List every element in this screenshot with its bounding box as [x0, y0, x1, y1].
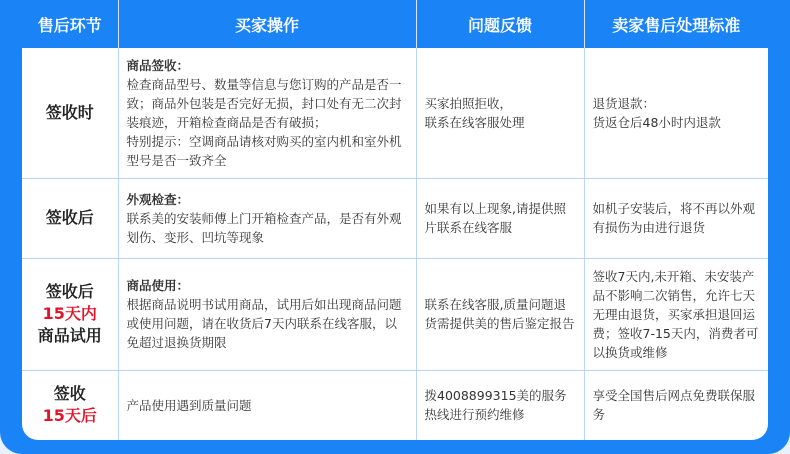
buyer-text: 检查商品型号、数量等信息与您订购的产品是否一致；商品外包装是否完好无损，封口处有无二次封装痕迹，开箱检查商品是否有破损； — [126, 76, 402, 130]
feedback-cell: 联系在线客服,质量问题退货需提供美的售后鉴定报告 — [416, 258, 584, 370]
table-row — [22, 48, 768, 178]
seller-cell: 签收7天内,未开箱、未安装产品不影响二次销售，允许七天无理由退货，买家承担退回运费；签收7-15天内，消费者可以换货或维修 — [584, 258, 768, 370]
header-row — [22, 0, 768, 48]
table-row — [22, 258, 768, 370]
table-row — [22, 370, 768, 440]
buyer-title: 商品签收： — [126, 57, 190, 73]
header-stage: 售后环节 — [22, 0, 118, 48]
table-row — [22, 178, 768, 258]
buyer-text: 根据商品说明书试用商品，试用后如出现商品问题或使用问题，请在收货后7天内联系在线客服，以免超过退换货期限 — [126, 297, 402, 350]
feedback-cell: 如果有以上现象,请提供照片联系在线客服 — [416, 178, 584, 258]
stage-label: 签收 — [53, 384, 86, 404]
buyer-cell — [118, 178, 416, 258]
buyer-text: 产品使用遇到质量问题 — [126, 397, 252, 413]
stage-label-highlight: 15天内 — [42, 304, 97, 323]
buyer-text: 联系美的安装师傅上门开箱检查产品，是否有外观划伤、变形、凹坑等现象 — [126, 210, 402, 245]
header-buyer-action: 买家操作 — [118, 0, 416, 48]
stage-cell — [22, 178, 118, 258]
stage-cell — [22, 48, 118, 178]
feedback-cell: 拨4008899315美的服务热线进行预约维修 — [416, 370, 584, 440]
buyer-title: 外观检查： — [126, 191, 190, 207]
seller-cell: 如机子安装后，将不再以外观有损伤为由进行退货 — [584, 178, 768, 258]
buyer-text: 特别提示：空调商品请核对购买的室内机和室外机型号是否一致齐全 — [126, 133, 402, 168]
stage-label: 签收时 — [45, 102, 94, 122]
feedback-cell: 买家拍照拒收， 联系在线客服处理 — [416, 48, 584, 178]
header-feedback: 问题反馈 — [416, 0, 584, 48]
buyer-cell — [118, 370, 416, 440]
seller-cell: 退货退款： 货返仓后48小时内退款 — [584, 48, 768, 178]
stage-label: 商品试用 — [37, 326, 102, 345]
buyer-title: 商品使用： — [126, 278, 190, 293]
seller-cell: 享受全国售后网点免费联保服务 — [592, 388, 756, 423]
stage-label: 签收后 — [45, 282, 94, 301]
header-seller-standard: 卖家售后处理标准 — [584, 0, 768, 48]
after-sales-table — [22, 0, 768, 440]
buyer-cell — [118, 48, 416, 178]
table-container — [22, 0, 768, 440]
stage-cell — [22, 370, 118, 440]
stage-label-highlight: 15天后 — [42, 406, 97, 426]
buyer-cell — [118, 258, 416, 370]
stage-label: 签收后 — [45, 208, 94, 227]
stage-cell — [22, 258, 118, 370]
